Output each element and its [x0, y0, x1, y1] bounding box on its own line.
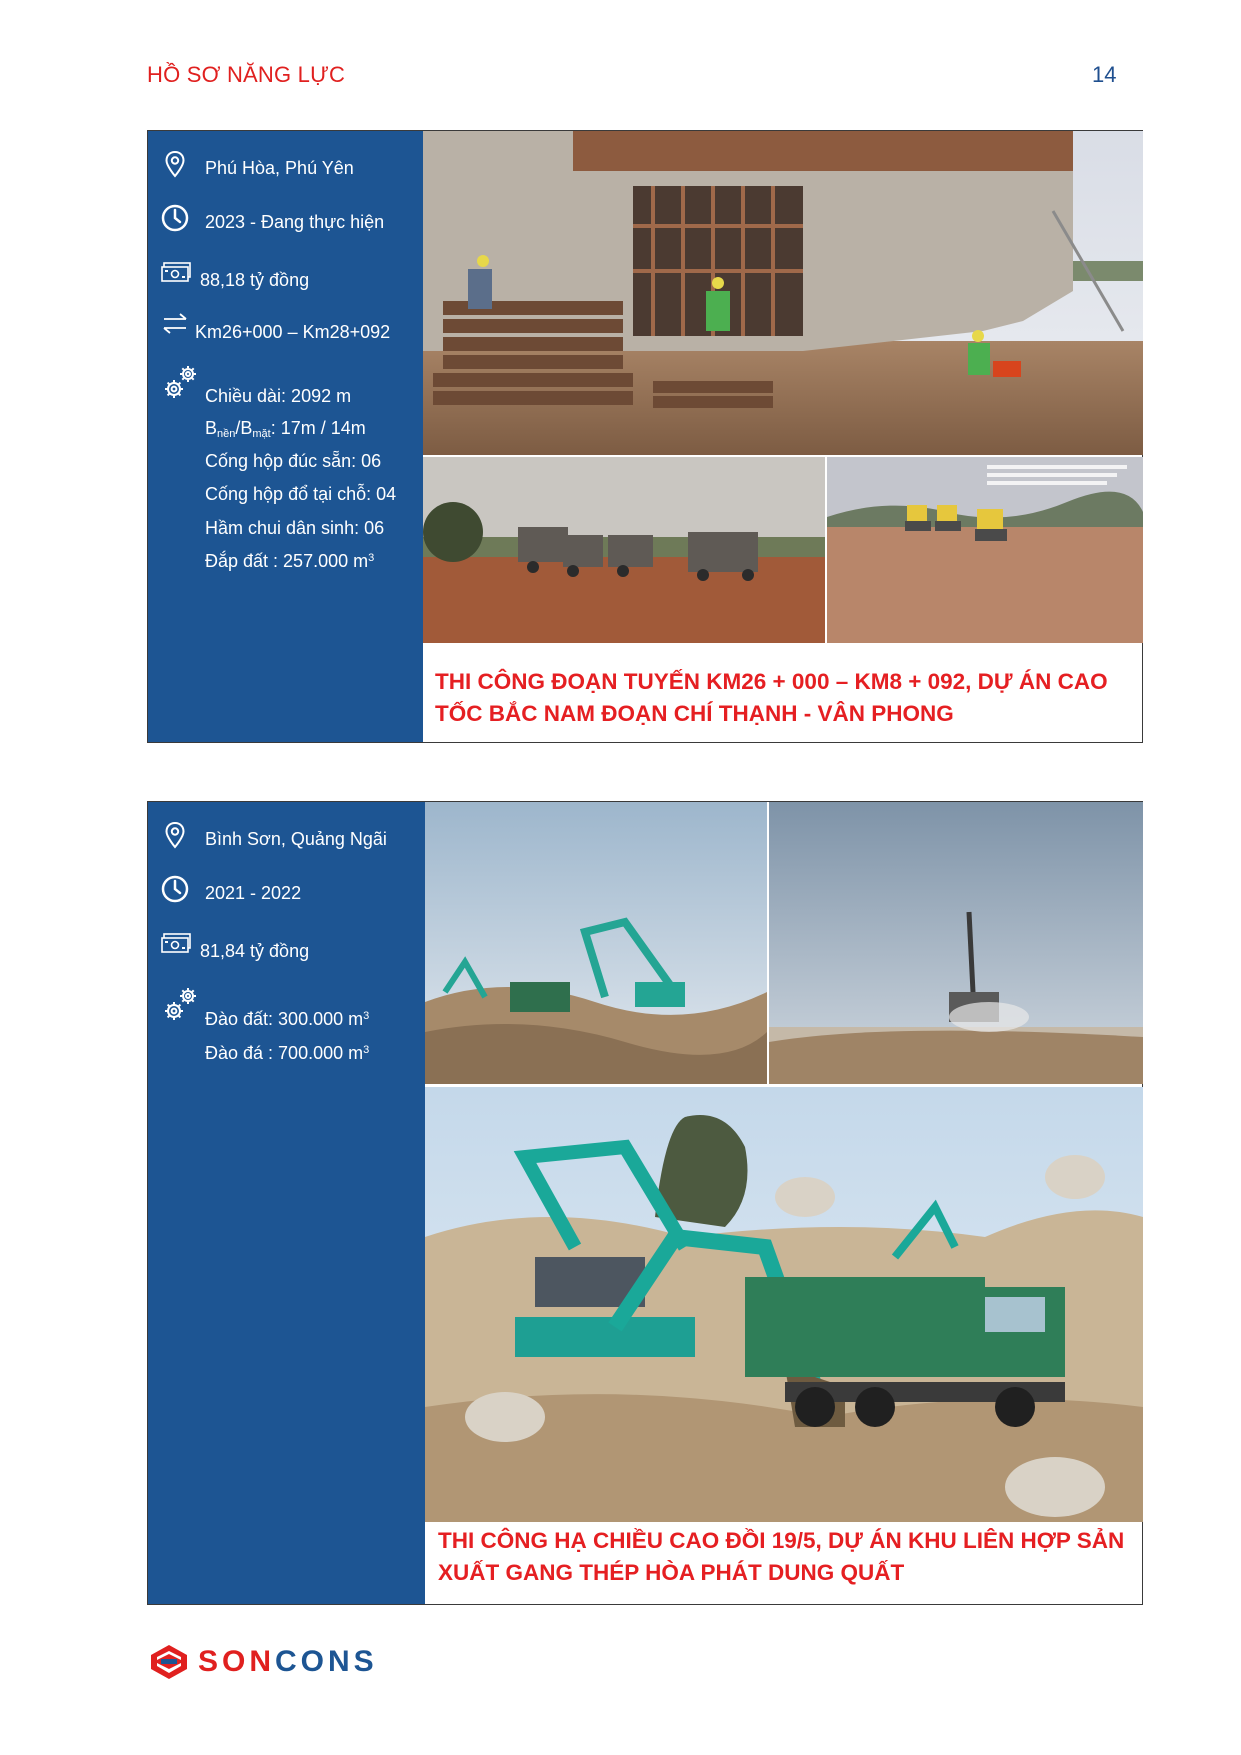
spec-width: $B_{nền}/B_{mặt}$: 17m / 14m	[205, 418, 366, 440]
spec-culvert-cast: Cống hộp đổ tại chỗ: 04	[205, 484, 397, 504]
spec-culvert-precast: Cống hộp đúc sẵn: 06	[205, 451, 382, 471]
spec-excavation: Đào đất: 300.000 $m^3$	[205, 1009, 370, 1029]
clock-icon	[160, 874, 190, 904]
location-pin-icon	[160, 820, 190, 850]
location-pin-icon	[160, 149, 190, 179]
gears-icon	[162, 985, 200, 1025]
project-info-panel	[148, 802, 425, 1604]
clock-icon	[160, 203, 190, 233]
project-info-panel	[148, 131, 423, 742]
project-card-1	[147, 130, 1143, 743]
arrows-icon	[160, 309, 190, 339]
project-caption: THI CÔNG ĐOẠN TUYẾN KM26 + 000 – KM8 + 092, DỰ ÁN CAO TỐC BẮC NAM ĐOẠN CHÍ THẠNH - VÂN PHONG	[435, 669, 1108, 726]
location-text: Phú Hòa, Phú Yên	[205, 158, 354, 178]
value-text: 81,84 tỷ đồng	[200, 941, 310, 961]
spec-length: Chiều dài: 2092 m	[205, 386, 352, 406]
period-text: 2023 - Đang thực hiện	[205, 212, 385, 232]
spec-underpass: Hầm chui dân sinh: 06	[205, 518, 385, 538]
period-text: 2021 - 2022	[205, 883, 302, 903]
value-row	[148, 259, 423, 295]
location-row	[148, 149, 423, 185]
logo-mark-icon	[150, 1644, 188, 1680]
value-row	[148, 930, 425, 966]
spec-rock: Đào đá : 700.000 $m^3$	[205, 1043, 370, 1063]
project-card-2	[147, 801, 1143, 1605]
route-row	[148, 309, 423, 345]
page-number: 14	[1092, 62, 1117, 87]
spec-fill: Đắp đất : 257.000 $m^3$	[205, 551, 375, 571]
location-text: Bình Sơn, Quảng Ngãi	[205, 829, 387, 849]
photo-bridge-abutment	[423, 131, 1143, 455]
photo-road-rollers	[827, 457, 1143, 643]
route-text: Km26+000 – Km28+092	[195, 322, 391, 342]
period-row	[148, 203, 423, 239]
location-row	[148, 820, 425, 856]
document-title: HỒ SƠ NĂNG LỰC	[147, 62, 346, 87]
period-row	[148, 874, 425, 910]
value-text: 88,18 tỷ đồng	[200, 270, 310, 290]
photo-dump-trucks	[423, 457, 825, 643]
soncons-logo	[150, 1642, 390, 1682]
photo-drilling-rig	[769, 802, 1143, 1084]
project-caption: THI CÔNG HẠ CHIỀU CAO ĐỒI 19/5, DỰ ÁN KHU LIÊN HỢP SẢN XUẤT GANG THÉP HÒA PHÁT DUNG QUẤT	[438, 1528, 1125, 1585]
money-icon	[160, 930, 192, 960]
gears-icon	[162, 363, 200, 403]
money-icon	[160, 259, 192, 289]
photo-excavators-trucks	[425, 1087, 1143, 1522]
photo-excavator-hill	[425, 802, 767, 1084]
logo-text: SONCONS	[198, 1645, 378, 1678]
